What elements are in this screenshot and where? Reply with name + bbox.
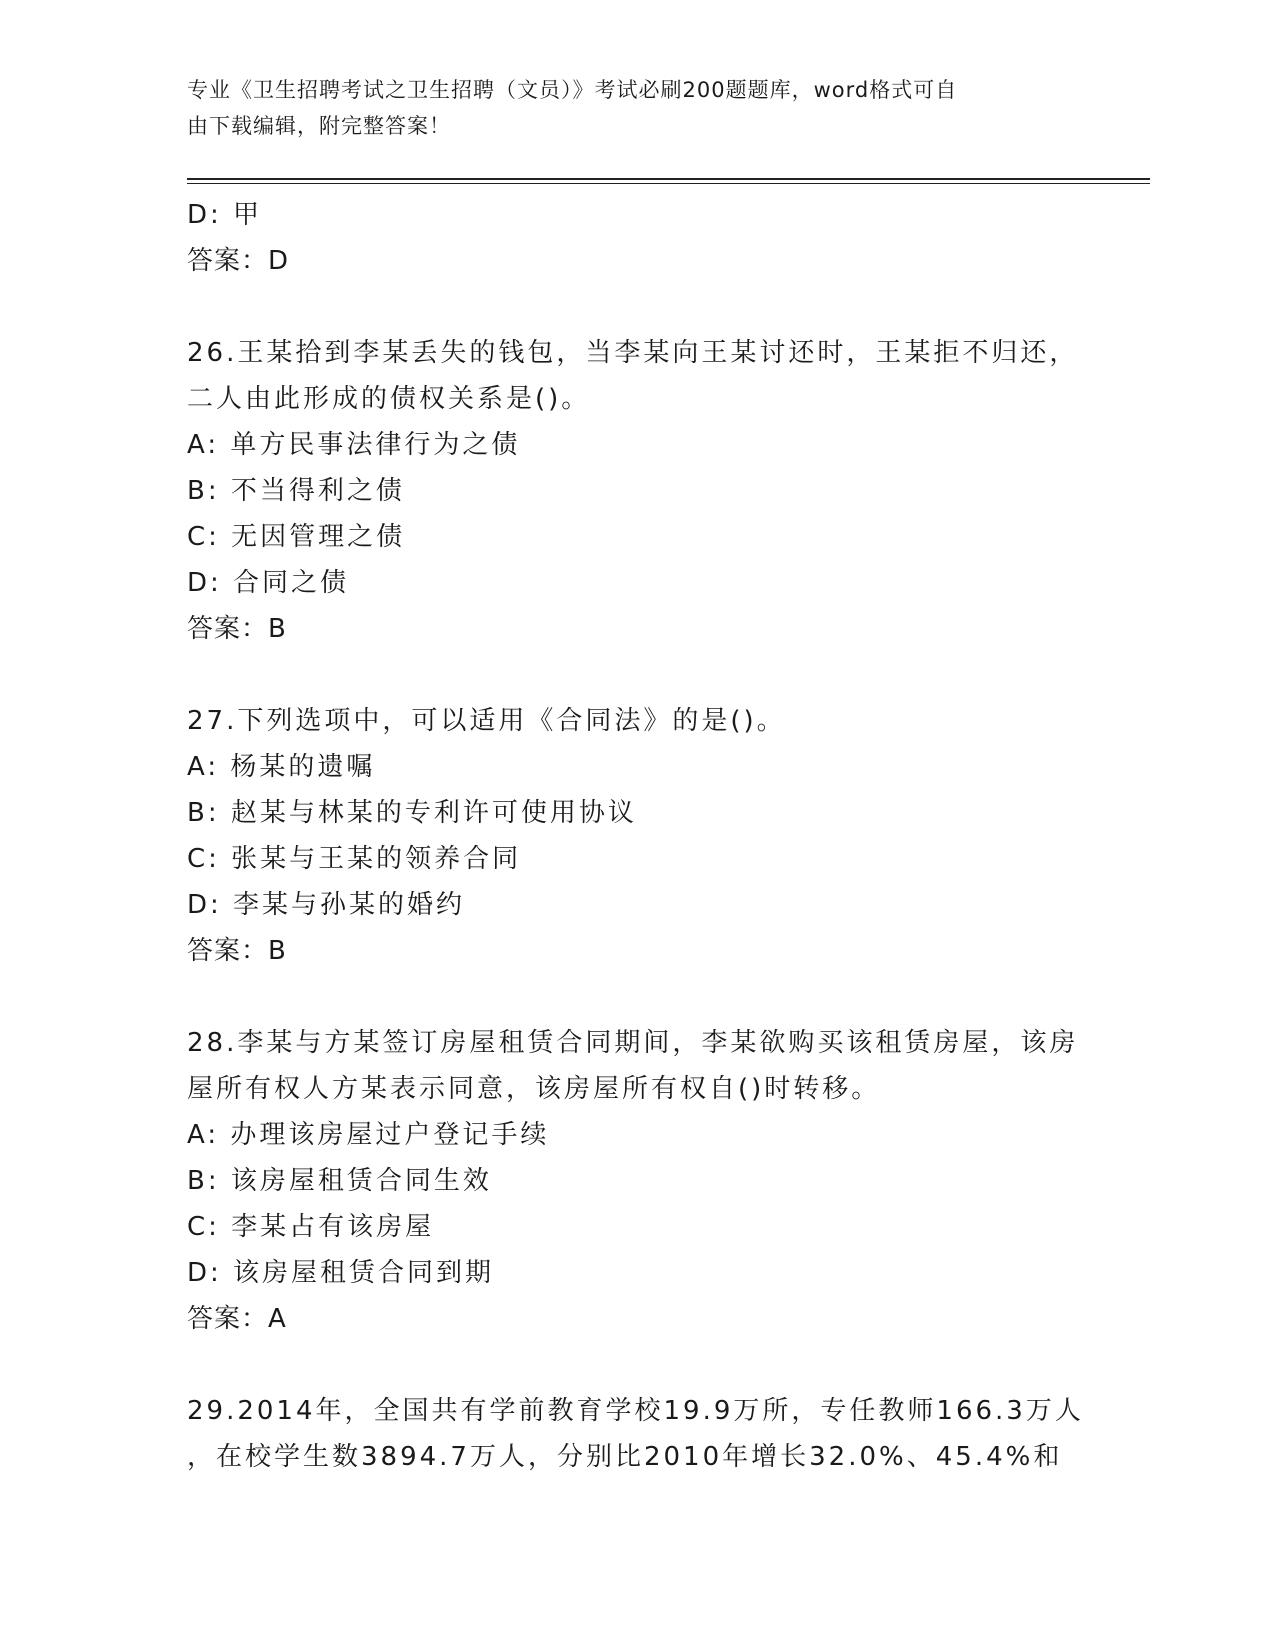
option-a: A: 杨某的遗嘱 — [187, 752, 376, 782]
question-text: 29.2014年，全国共有学前教育学校19.9万所，专任教师166.3万人 — [187, 1396, 1084, 1426]
question-text: 27.下列选项中，可以适用《合同法》的是()。 — [187, 706, 786, 736]
option-c: C: 李某占有该房屋 — [187, 1212, 435, 1242]
header-line-2: 由下载编辑，附完整答案！ — [187, 114, 451, 138]
question-text: 28.李某与方某签订房屋租赁合同期间，李某欲购买该租赁房屋，该房 — [187, 1028, 1079, 1058]
spacer — [187, 1342, 1067, 1388]
option-a: A: 单方民事法律行为之债 — [187, 430, 521, 460]
option-b: B: 该房屋租赁合同生效 — [187, 1166, 492, 1196]
header-divider-thin — [187, 183, 1150, 184]
header-divider-thick — [187, 178, 1150, 180]
option-b: B: 不当得利之债 — [187, 476, 405, 506]
question-content — [187, 192, 1084, 1480]
option-a: A: 办理该房屋过户登记手续 — [187, 1120, 550, 1150]
option-b: B: 赵某与林某的专利许可使用协议 — [187, 798, 637, 828]
spacer — [187, 652, 1067, 698]
question-text: 26.王某拾到李某丢失的钱包，当李某向王某讨还时，王某拒不归还， — [187, 338, 1079, 368]
option-d: D: 该房屋租赁合同到期 — [187, 1258, 495, 1288]
option-d: D: 甲 — [187, 200, 263, 230]
answer: 答案：D — [187, 246, 290, 276]
question-text: 屋所有权人方某表示同意，该房屋所有权自()时转移。 — [187, 1074, 881, 1104]
question-text: 二人由此形成的债权关系是()。 — [187, 384, 591, 414]
question-28 — [187, 1020, 1079, 1342]
header-line-1: 专业《卫生招聘考试之卫生招聘（文员）》考试必刷200题题库，word格式可自 — [187, 78, 958, 102]
option-d: D: 李某与孙某的婚约 — [187, 890, 466, 920]
question-29 — [187, 1388, 1084, 1480]
document-header — [187, 72, 1067, 144]
answer: 答案：B — [187, 614, 287, 644]
answer: 答案：B — [187, 936, 287, 966]
option-c: C: 无因管理之债 — [187, 522, 406, 552]
answer: 答案：A — [187, 1304, 287, 1334]
spacer — [187, 974, 1067, 1020]
question-27 — [187, 698, 1067, 974]
option-d: D: 合同之债 — [187, 568, 350, 598]
option-c: C: 张某与王某的领养合同 — [187, 844, 522, 874]
spacer — [187, 284, 1067, 330]
question-text: ，在校学生数3894.7万人，分别比2010年增长32.0%、45.4%和 — [187, 1442, 1063, 1472]
question-26 — [187, 330, 1079, 652]
